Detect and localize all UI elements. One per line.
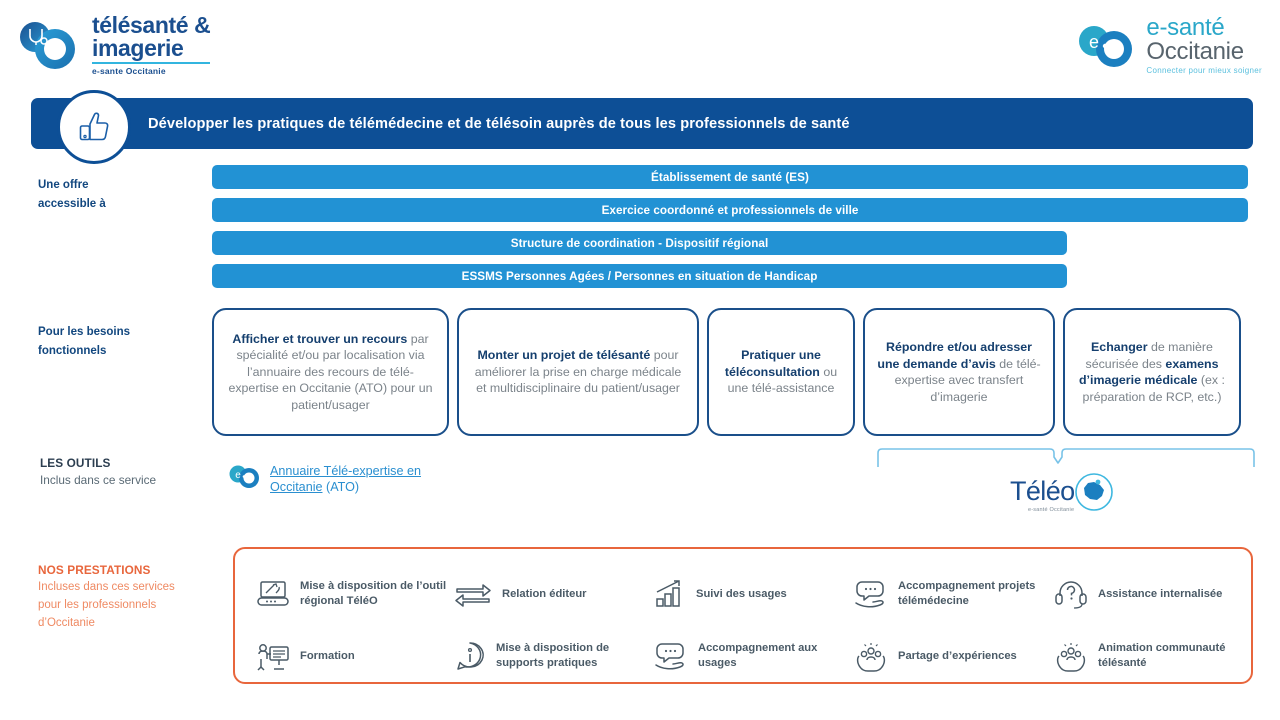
thumbs-up-icon: [57, 90, 131, 164]
teleo-subtitle: e-santé Occitanie: [1028, 506, 1075, 513]
prestation-label: Formation: [300, 649, 355, 662]
offer-label-line1: Une offre: [38, 179, 89, 191]
prestation-item[interactable]: [853, 563, 1053, 625]
teleo-bracket: [876, 447, 1256, 469]
tools-section-label: [40, 456, 220, 487]
functional-box[interactable]: [457, 308, 699, 436]
logo-subtitle: e-sante Occitanie: [92, 66, 166, 76]
prestation-label: Assistance internalisée: [1098, 587, 1223, 600]
offer-bars: [212, 165, 1248, 297]
esante-tagline: Connecter pour mieux soigner: [1146, 66, 1262, 75]
prestation-label: Accompagnement projets télémédecine: [898, 580, 1036, 607]
prestations-label-title: NOS PRESTATIONS: [38, 563, 151, 577]
prestation-item[interactable]: [255, 563, 453, 625]
box-rest: par spécialité et/ou par localisation via l’annuaire des recours de télé-expertise en Occitanie (ATO) pour un patient/usager: [228, 331, 433, 412]
functional-box[interactable]: [212, 308, 449, 436]
offer-label-line2: accessible à: [38, 197, 106, 210]
functional-boxes: [212, 308, 1241, 436]
exchange-arrows-icon: [453, 579, 493, 609]
main-banner: [31, 98, 1253, 149]
prestation-item[interactable]: [453, 563, 653, 625]
prestation-item[interactable]: [853, 625, 1053, 687]
teleo-logo: [1010, 470, 1115, 512]
offer-bar[interactable]: Établissement de santé (ES): [212, 165, 1248, 189]
prestation-label: Accompagnement aux usages: [698, 642, 818, 669]
offer-bar[interactable]: Exercice coordonné et professionnels de ville: [212, 198, 1248, 222]
logo-title-line1: télésanté &: [92, 12, 211, 38]
prestations-label-line1: Incluses dans ces services: [38, 581, 175, 593]
ato-link-suffix: (ATO): [322, 480, 360, 495]
esante-line2: Occitanie: [1146, 38, 1244, 65]
headset-question-icon: [1053, 578, 1089, 610]
prestation-label: Relation éditeur: [502, 587, 587, 600]
box-lead: Pratiquer une téléconsultation: [724, 348, 821, 379]
box-rest: ou une télé-assistance: [727, 364, 838, 396]
prestation-label: Suivi des usages: [696, 587, 787, 600]
offer-bar[interactable]: ESSMS Personnes Agées / Personnes en situation de Handicap: [212, 264, 1067, 288]
prestation-label: Animation communauté télésanté: [1098, 642, 1226, 669]
speech-hand-icon: [853, 578, 889, 610]
logo-title-line2: imagerie: [92, 37, 210, 64]
box-rest: pour améliorer la prise en charge médicale et multidisciplinaire du patient/usager: [474, 348, 682, 396]
esante-line1: e-santé: [1146, 14, 1225, 41]
prestation-item[interactable]: [1053, 563, 1253, 625]
box-lead: Répondre et/ou adresser une demande d’avis: [877, 340, 1032, 371]
prestations-label-line3: d’Occitanie: [38, 616, 95, 629]
teleo-name: Téléo: [1010, 475, 1075, 506]
box-rest: de télé-expertise avec transfert d’imagerie: [894, 356, 1041, 404]
box-lead: Afficher et trouver un recours: [232, 331, 408, 346]
offer-bar[interactable]: Structure de coordination - Dispositif régional: [212, 231, 1067, 255]
occitanie-map-icon: [1073, 470, 1115, 512]
functional-label-line2: fonctionnels: [38, 344, 107, 357]
prestations-grid: [255, 563, 1265, 687]
prestation-item[interactable]: [653, 625, 853, 687]
box-rest2: (ex : préparation de RCP, etc.): [1082, 373, 1225, 404]
prestation-label: Mise à disposition de l’outil régional TéléO: [300, 580, 447, 607]
trainer-board-icon: [255, 640, 291, 672]
offer-section-label: [38, 176, 198, 214]
box-lead: Monter un projet de télésanté: [477, 348, 651, 363]
box-lead: Echanger: [1091, 340, 1148, 354]
speech-hand-icon: [653, 640, 689, 672]
prestation-item[interactable]: [453, 625, 653, 687]
ato-link-text[interactable]: [270, 463, 450, 495]
tools-label-sub: Inclus dans ce service: [40, 473, 157, 487]
box-lead2: examens d’imagerie médicale: [1078, 356, 1219, 387]
bar-chart-arrow-icon: [653, 578, 687, 610]
hands-people-icon: [1053, 640, 1089, 672]
laptop-tools-icon: [255, 578, 291, 610]
svg-text:e: e: [1089, 31, 1100, 52]
functional-box[interactable]: [707, 308, 855, 436]
prestation-item[interactable]: [1053, 625, 1253, 687]
prestations-label-line2: pour les professionnels: [38, 598, 157, 611]
functional-box[interactable]: [1063, 308, 1241, 436]
prestations-section-label: [38, 563, 228, 632]
functional-section-label: [38, 323, 208, 361]
svg-text:e: e: [235, 470, 241, 481]
prestation-label: Partage d’expériences: [898, 649, 1017, 662]
functional-label-line1: Pour les besoins: [38, 326, 131, 338]
telesante-imagerie-logo: [18, 14, 210, 76]
stethoscope-circles-logo-icon: [18, 17, 82, 73]
esante-occitanie-logo: [1076, 16, 1262, 75]
prestation-item[interactable]: [255, 625, 453, 687]
e-circles-icon: [228, 463, 262, 491]
ato-link-underlined: Annuaire Télé-expertise en Occitanie: [270, 464, 421, 495]
banner-title: Développer les pratiques de télémédecine et de télésoin auprès de tous les professionnels de santé: [148, 115, 850, 132]
hands-people-icon: [853, 640, 889, 672]
prestation-label: Mise à disposition de supports pratiques: [496, 642, 610, 669]
box-rest: de manière sécurisée des: [1085, 340, 1213, 371]
tools-label-title: LES OUTILS: [40, 456, 111, 470]
functional-box[interactable]: [863, 308, 1055, 436]
info-bubble-icon: [453, 640, 487, 672]
e-circles-logo-icon: [1076, 21, 1138, 71]
prestation-item[interactable]: [653, 563, 853, 625]
ato-link[interactable]: [228, 463, 450, 495]
